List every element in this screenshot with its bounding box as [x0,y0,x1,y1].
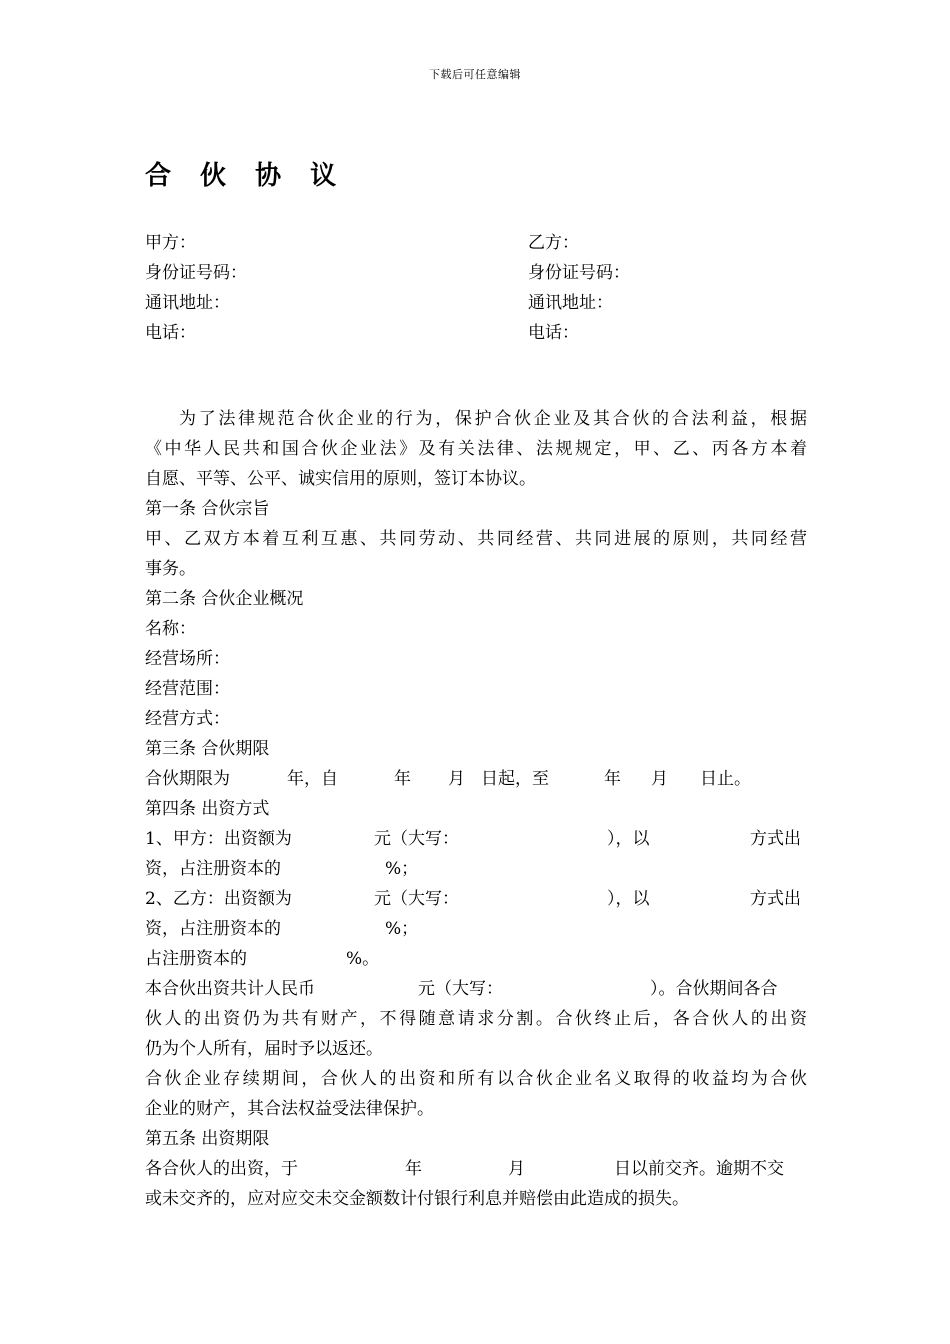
contribution-b-amount-label: 2、乙方：出资额为 [145,889,292,909]
total-contribution-capital-label: 元（大写： [418,979,503,999]
deadline-line-1 [145,1154,807,1184]
party-a-block [145,228,247,348]
party-b-block [528,228,630,348]
intro-line-3: 自愿、平等、公平、诚实信用的原则，签订本协议。 [145,469,536,489]
total-contribution-line-1 [145,974,807,1004]
total-contribution-label: 本合伙出资共计人民币 [145,979,315,999]
contribution-b-percent: %； [385,919,419,939]
article-5-heading: 第五条 出资期限 [145,1129,270,1149]
term-text-1: 合伙期限为 [145,769,230,789]
party-a-id-label: 身份证号码： [145,263,247,283]
total-contribution-suffix: ）。合伙期间各合 [650,979,778,999]
intro-line-2: 《中华人民共和国合伙企业法》及有关法律、法规规定，甲、乙、丙各方本着 [145,439,807,459]
term-text-8: 日止。 [700,769,751,789]
article-1-line-1: 甲、乙双方本着互利互惠、共同劳动、共同经营、共同进展的原则，共同经营 [145,529,807,549]
total-contribution-line-2: 伙人的出资仍为共有财产，不得随意请求分割。合伙终止后，各合伙人的出资 [145,1009,807,1029]
document-title: 合 伙 协 议 [145,161,347,191]
article-4-heading: 第四条 出资方式 [145,799,270,819]
contribution-b-capital-label: 元（大写： [374,889,459,909]
party-b-name-label: 乙方： [528,233,579,253]
intro-line-1: 为了法律规范合伙企业的行为，保护合伙企业及其合伙的合法利益，根据 [179,409,807,429]
contribution-b-method-label: ），以 [607,889,650,909]
term-text-4: 月 [448,769,465,789]
party-b-id-label: 身份证号码： [528,263,630,283]
enterprise-name-label: 名称： [145,619,196,639]
party-a-phone-label: 电话： [145,323,196,343]
registered-capital-label: 占注册资本的 [145,949,247,969]
party-a-name-label: 甲方： [145,233,196,253]
deadline-line-2: 或未交齐的，应对应交未交金额数计付银行利息并赔偿由此造成的损失。 [145,1189,689,1209]
term-text-6: 年 [604,769,621,789]
registered-capital-percent: %。 [346,949,380,969]
contribution-a-amount-label: 1、甲方：出资额为 [145,829,292,849]
contribution-a-method-suffix: 方式出 [750,829,801,849]
business-place-label: 经营场所： [145,649,230,669]
term-text-2: 年，自 [287,769,338,789]
contribution-a-method-label: ），以 [607,829,650,849]
term-text-3: 年 [394,769,411,789]
contribution-a-capital-label: 元（大写： [374,829,459,849]
article-1-heading: 第一条 合伙宗旨 [145,499,270,519]
contribution-b-line-2 [145,914,807,944]
business-mode-label: 经营方式： [145,709,230,729]
article-3-heading: 第三条 合伙期限 [145,739,270,759]
term-line [145,764,807,794]
party-b-address-label: 通讯地址： [528,293,613,313]
total-contribution-line-3: 仍为个人所有，届时予以返还。 [145,1039,383,1059]
term-text-5: 日起，至 [481,769,549,789]
contribution-b-line-1 [145,884,807,914]
registered-capital-line [145,944,807,974]
party-b-phone-label: 电话： [528,323,579,343]
document-body [145,404,807,1214]
deadline-year: 年 [405,1159,422,1179]
deadline-label: 各合伙人的出资，于 [145,1159,298,1179]
business-scope-label: 经营范围： [145,679,230,699]
deadline-suffix: 日以前交齐。逾期不交 [614,1159,784,1179]
contribution-a-share-label: 资，占注册资本的 [145,859,281,879]
party-a-address-label: 通讯地址： [145,293,230,313]
contribution-a-line-1 [145,824,807,854]
article-1-line-2: 事务。 [145,559,196,579]
deadline-month: 月 [508,1159,525,1179]
contribution-a-percent: %； [385,859,419,879]
contribution-b-share-label: 资，占注册资本的 [145,919,281,939]
page-header: 下载后可任意编辑 [429,68,521,81]
continuation-line-1: 合伙企业存续期间，合伙人的出资和所有以合伙企业名义取得的收益均为合伙 [145,1069,807,1089]
continuation-line-2: 企业的财产，其合法权益受法律保护。 [145,1099,434,1119]
contribution-a-line-2 [145,854,807,884]
contribution-b-method-suffix: 方式出 [750,889,801,909]
article-2-heading: 第二条 合伙企业概况 [145,589,304,609]
term-text-7: 月 [651,769,668,789]
